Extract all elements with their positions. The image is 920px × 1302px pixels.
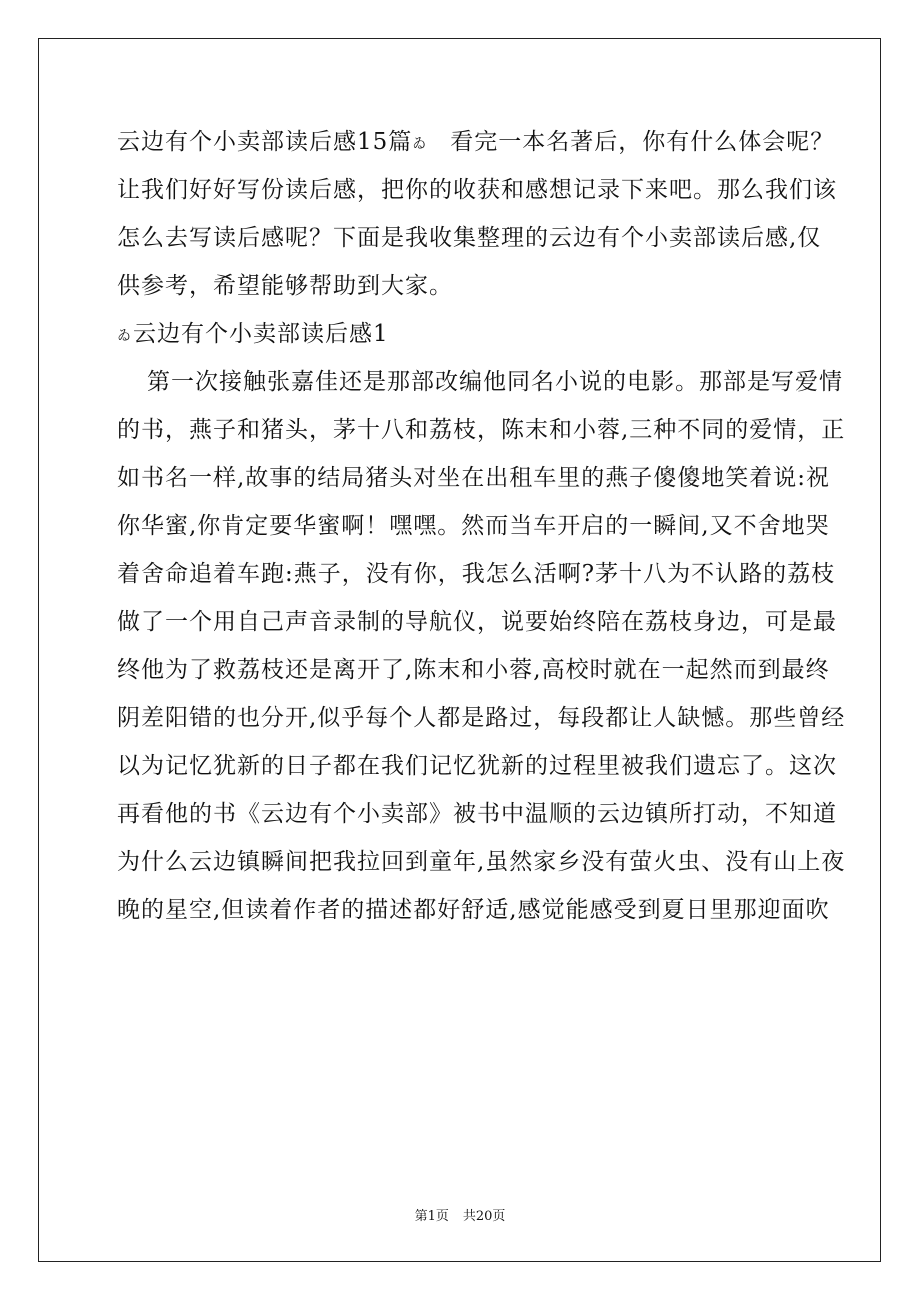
body-line: 你华蜜,你肯定要华蜜啊！嘿嘿。然而当车开启的一瞬间,又不舍地哭 — [117, 513, 830, 539]
heading-marker-icon: ゐ — [117, 328, 132, 344]
intro-line: 供参考，希望能够帮助到大家。 — [117, 273, 453, 299]
body-line: 再看他的书《云边有个小卖部》被书中温顺的云边镇所打动，不知道 — [117, 801, 837, 827]
body-line: 终他为了救荔枝还是离开了,陈末和小蓉,高校时就在一起然而到最终 — [117, 657, 830, 683]
body-line: 阴差阳错的也分开,似乎每个人都是路过，每段都让人缺憾。那些曾经 — [117, 705, 846, 731]
intro-text: 看完一本名著后，你有什么体会呢？ — [450, 129, 835, 155]
intro-line: 怎么去写读后感呢？下面是我收集整理的云边有个小卖部读后感,仅 — [117, 225, 822, 251]
page-total: 共20页 — [462, 1209, 506, 1224]
body-line: 以为记忆犹新的日子都在我们记忆犹新的过程里被我们遗忘了。这次 — [117, 753, 837, 779]
page-footer — [0, 1205, 920, 1224]
intro-line: 让我们好好写份读后感，把你的收获和感想记录下来吧。那么我们该 — [117, 177, 837, 203]
body-line: 为什么云边镇瞬间把我拉回到童年,虽然家乡没有萤火虫、没有山上夜 — [117, 849, 846, 875]
page-number: 第1页 — [414, 1209, 449, 1224]
document-body — [117, 118, 846, 934]
section-heading — [117, 310, 807, 358]
body-line: 如书名一样,故事的结局猪头对坐在出租车里的燕子傻傻地笑着说:祝 — [117, 465, 831, 491]
body-line: 做了一个用自己声音录制的导航仪，说要始终陪在荔枝身边，可是最 — [117, 609, 837, 635]
section-heading-text: 云边有个小卖部读后感1 — [133, 321, 389, 347]
body-line: 着舍命追着车跑:燕子，没有你，我怎么活啊?茅十八为不认路的荔枝 — [117, 561, 836, 587]
title-marker-icon: ゐ — [412, 136, 428, 152]
body-line: 第一次接触张嘉佳还是那部改编他同名小说的电影。那部是写爱情 — [147, 369, 843, 395]
intro-line-1 — [117, 118, 835, 166]
document-title: 云边有个小卖部读后感15篇 — [117, 129, 413, 155]
body-line: 的书，燕子和猪头，茅十八和荔枝，陈末和小蓉,三种不同的爱情，正 — [117, 417, 846, 443]
body-line: 晚的星空,但读着作者的描述都好舒适,感觉能感受到夏日里那迎面吹 — [117, 897, 830, 923]
